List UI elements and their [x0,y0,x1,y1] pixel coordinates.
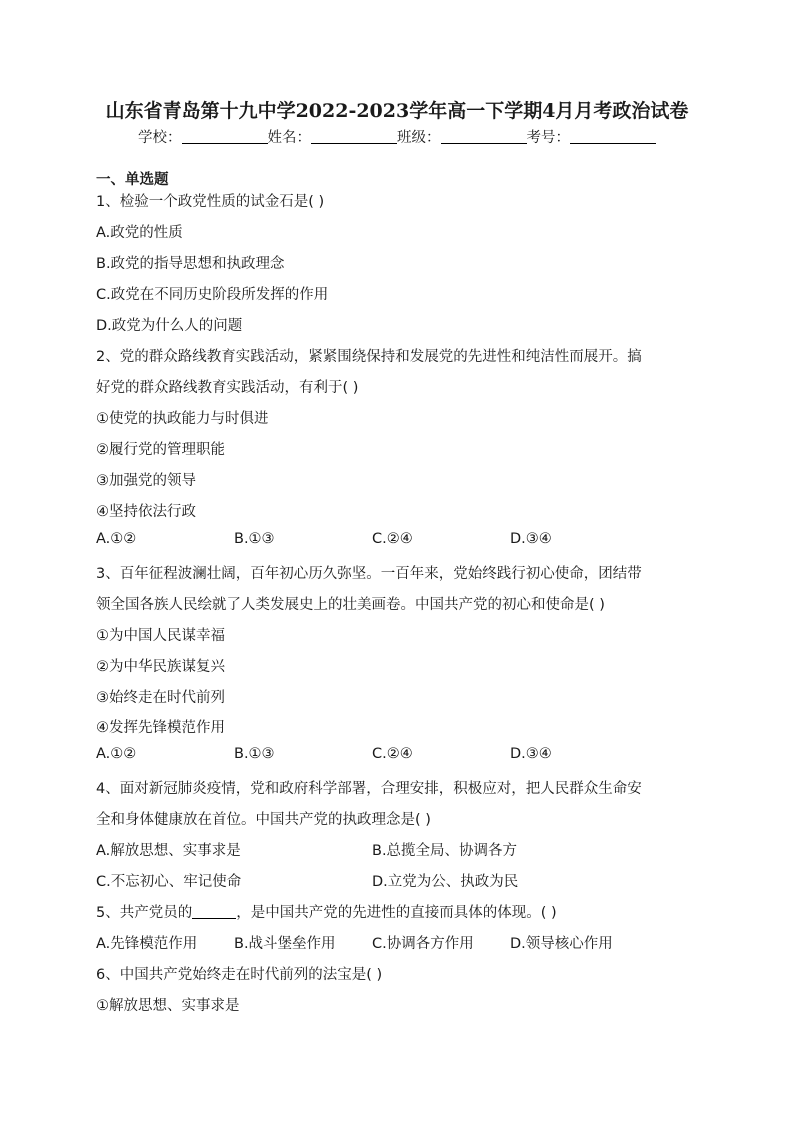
q3-item-2: ②为中华民族谋复兴 [96,659,225,675]
q3-option-a: A.①② [96,746,137,762]
page-title: 山东省青岛第十九中学2022-2023学年高一下学期4月月考政治试卷 [105,100,689,122]
q2-stem-line1: 2、党的群众路线教育实践活动，紧紧围绕保持和发展党的先进性和纯洁性而展开。搞 [96,349,642,365]
class-label: 班级： [397,130,441,146]
q2-option-d: D.③④ [510,531,552,547]
school-blank[interactable] [182,129,268,144]
q2-item-2: ②履行党的管理职能 [96,442,225,458]
q4-option-d: D.立党为公、执政为民 [372,874,519,890]
q4-options-row1 [96,839,696,859]
school-label: 学校： [138,130,182,146]
q5-option-c: C.协调各方作用 [372,936,474,952]
q3-item-3: ③始终走在时代前列 [96,690,225,706]
q3-item-1: ①为中国人民谋幸福 [96,628,225,644]
q4-option-b: B.总揽全局、协调各方 [372,843,518,859]
q1-stem: 1、检验一个政党性质的试金石是( ) [96,194,325,210]
q6-item-1: ①解放思想、实事求是 [96,998,240,1014]
number-blank[interactable] [570,129,656,144]
q3-options [96,746,696,766]
q3-option-c: C.②④ [372,746,413,762]
section-heading: 一、单选题 [96,172,169,188]
q2-item-3: ③加强党的领导 [96,473,196,489]
q2-stem-line2: 好党的群众路线教育实践活动，有利于( ) [96,380,359,396]
q4-options-row2 [96,870,696,890]
q1-option-a: A.政党的性质 [96,225,183,241]
q5-stem-post: ，是中国共产党的先进性的直接而具体的体现。( ) [236,905,557,921]
q1-option-c: C.政党在不同历史阶段所发挥的作用 [96,287,329,303]
q5-option-d: D.领导核心作用 [510,936,613,952]
q4-option-a: A.解放思想、实事求是 [96,843,241,859]
q4-stem-line1: 4、面对新冠肺炎疫情，党和政府科学部署，合理安排，积极应对，把人民群众生命安 [96,781,642,797]
q4-option-c: C.不忘初心、牢记使命 [96,874,242,890]
q3-option-d: D.③④ [510,746,552,762]
q5-option-b: B.战斗堡垒作用 [234,936,336,952]
q2-option-a: A.①② [96,531,137,547]
q2-item-4: ④坚持依法行政 [96,504,196,520]
q5-stem-pre: 5、共产党员的 [96,905,193,921]
q6-stem: 6、中国共产党始终走在时代前列的法宝是( ) [96,967,383,983]
q2-item-1: ①使党的执政能力与时俱进 [96,411,269,427]
q5-stem [96,901,557,922]
q1-option-b: B.政党的指导思想和执政理念 [96,256,285,272]
q3-stem-line1: 3、百年征程波澜壮阔，百年初心历久弥坚。一百年来，党始终践行初心使命，团结带 [96,566,642,582]
q4-stem-line2: 全和身体健康放在首位。中国共产党的执政理念是( ) [96,812,431,828]
q3-option-b: B.①③ [234,746,275,762]
q5-blank[interactable] [192,904,236,919]
q5-options [96,932,696,952]
q2-option-c: C.②④ [372,531,413,547]
name-label: 姓名： [267,130,311,146]
q3-stem-line2: 领全国各族人民绘就了人类发展史上的壮美画卷。中国共产党的初心和使命是( ) [96,597,605,613]
q1-option-d: D.政党为什么人的问题 [96,318,243,334]
q2-options [96,531,696,551]
q3-item-4: ④发挥先锋模范作用 [96,720,225,736]
student-info [0,126,794,147]
number-label: 考号： [526,130,570,146]
class-blank[interactable] [441,129,527,144]
name-blank[interactable] [311,129,397,144]
q5-option-a: A.先锋模范作用 [96,936,198,952]
q2-option-b: B.①③ [234,531,275,547]
